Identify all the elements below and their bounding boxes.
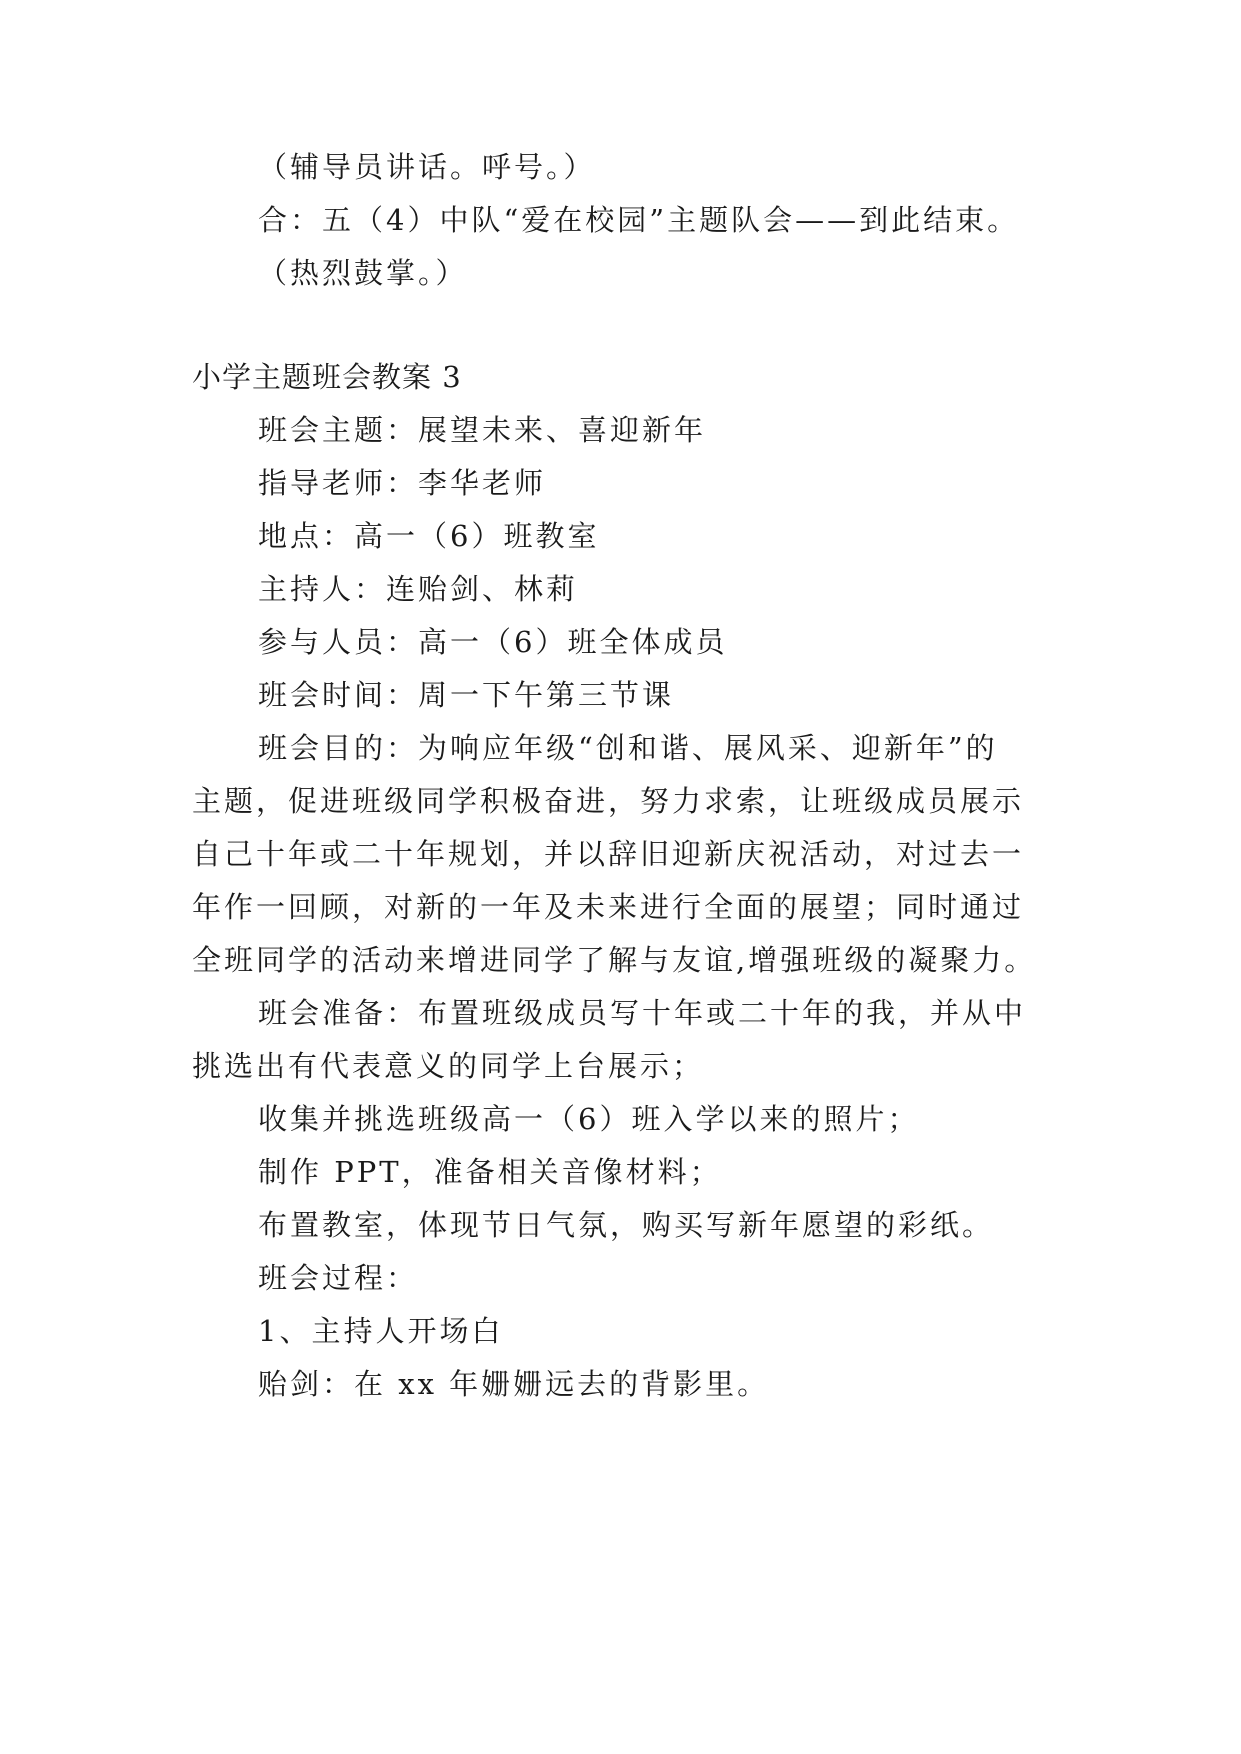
meta-line-host: 主持人：连贻剑、林莉 <box>258 572 579 606</box>
prep-item: 制作 PPT，准备相关音像材料； <box>258 1155 722 1189</box>
purpose-line: 主题，促进班级同学积极奋进，努力求索，让班级成员展示 <box>192 784 1025 818</box>
prep-item: 收集并挑选班级高一（6）班入学以来的照片； <box>258 1102 920 1136</box>
prev-section-line: （热烈鼓掌。） <box>258 256 468 290</box>
prev-section-line: 合：五（4）中队“爱在校园”主题队会——到此结束。 <box>258 203 1020 237</box>
meta-line-theme: 班会主题：展望未来、喜迎新年 <box>258 413 707 447</box>
process-line: 1、主持人开场白 <box>258 1314 504 1348</box>
prep-line: 挑选出有代表意义的同学上台展示； <box>192 1049 705 1083</box>
prev-section-line: （辅导员讲话。呼号。） <box>258 150 596 184</box>
purpose-line: 自己十年或二十年规划，并以辞旧迎新庆祝活动，对过去一 <box>192 837 1025 871</box>
meta-line-time: 班会时间：周一下午第三节课 <box>258 678 675 712</box>
prep-item: 布置教室，体现节日气氛，购买写新年愿望的彩纸。 <box>258 1208 995 1242</box>
purpose-line: 全班同学的活动来增进同学了解与友谊,增强班级的凝聚力。 <box>192 943 1037 977</box>
process-title: 班会过程： <box>258 1261 419 1295</box>
section-title: 小学主题班会教案 3 <box>192 360 462 394</box>
purpose-line: 年作一回顾，对新的一年及未来进行全面的展望；同时通过 <box>192 890 1025 924</box>
meta-line-location: 地点：高一（6）班教室 <box>258 519 600 553</box>
meta-line-teacher: 指导老师：李华老师 <box>258 466 547 500</box>
prep-line: 班会准备：布置班级成员写十年或二十年的我，并从中 <box>258 996 1027 1030</box>
meta-line-participants: 参与人员：高一（6）班全体成员 <box>258 625 728 659</box>
purpose-line: 班会目的：为响应年级“创和谐、展风采、迎新年”的 <box>258 731 998 765</box>
process-line: 贻剑：在 xx 年姗姗远去的背影里。 <box>258 1367 770 1401</box>
